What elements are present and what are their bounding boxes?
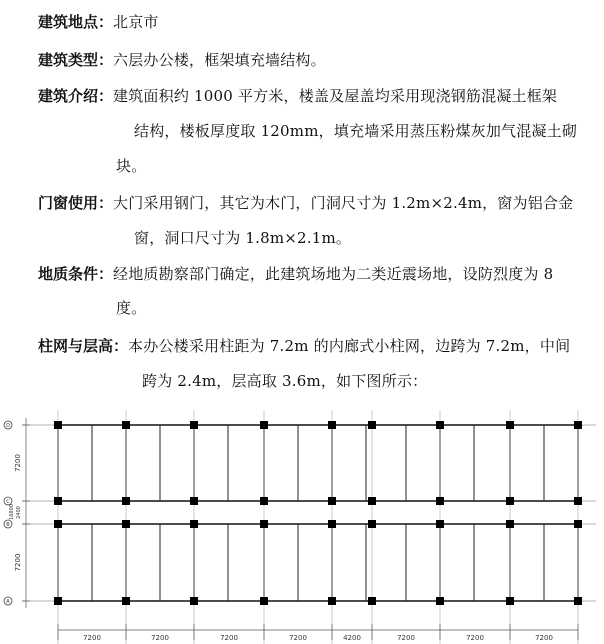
column: [436, 421, 444, 429]
column: [574, 520, 582, 528]
axis-label: B: [6, 522, 10, 528]
left-dim-total: 16800: [9, 504, 15, 520]
axis-label: A: [6, 599, 10, 605]
type-value: 六层办公楼，框架填充墙结构。: [113, 51, 326, 69]
column: [122, 597, 130, 605]
column: [54, 497, 62, 505]
column: [54, 520, 62, 528]
column: [506, 497, 514, 505]
geology-line-2: 度。: [116, 299, 147, 317]
column: [574, 497, 582, 505]
column: [368, 520, 376, 528]
column: [54, 597, 62, 605]
geology-line-1: 经地质勘察部门确定，此建筑场地为二类近震场地，设防烈度为 8: [113, 265, 554, 283]
column: [436, 520, 444, 528]
left-dim-label: 2400: [16, 506, 22, 519]
axis-label: D: [6, 423, 10, 429]
column: [122, 520, 130, 528]
grid-line-1: 本办公楼采用柱距为 7.2m 的内廊式小柱网，边跨为 7.2m，中间: [128, 337, 571, 355]
grid-label: 柱网与层高：: [38, 337, 129, 355]
site-label: 建筑地点：: [38, 13, 114, 31]
column: [328, 497, 336, 505]
intro-line-1: 建筑面积约 1000 平方米，楼盖及屋盖均采用现浇钢筋混凝土框架: [113, 87, 558, 105]
doors-line-2: 窗，洞口尺寸为 1.8m×2.1m。: [134, 229, 352, 247]
bottom-dim-label: 7200: [289, 634, 307, 642]
column: [368, 421, 376, 429]
column: [328, 597, 336, 605]
column: [328, 421, 336, 429]
bottom-dim-label: 7200: [83, 634, 101, 642]
site-value: 北京市: [113, 13, 159, 31]
column: [436, 597, 444, 605]
bottom-dim-label: 7200: [220, 634, 238, 642]
bottom-dim-label: 7200: [151, 634, 169, 642]
doors-line-1: 大门采用钢门，其它为木门，门洞尺寸为 1.2m×2.4m，窗为铝合金: [113, 194, 574, 212]
bottom-dim-label: 7200: [397, 634, 415, 642]
column: [190, 597, 198, 605]
column: [54, 421, 62, 429]
column: [328, 520, 336, 528]
left-dim-label: 7200: [14, 454, 22, 472]
column: [436, 497, 444, 505]
column: [574, 421, 582, 429]
intro-label: 建筑介绍：: [38, 87, 114, 105]
column: [506, 520, 514, 528]
column: [190, 520, 198, 528]
column: [190, 497, 198, 505]
bottom-dim-label: 7200: [466, 634, 484, 642]
column: [260, 520, 268, 528]
bottom-dim-label: 7200: [535, 634, 553, 642]
column: [260, 421, 268, 429]
column: [122, 497, 130, 505]
doors-label: 门窗使用：: [38, 194, 114, 212]
grid-line-2: 跨为 2.4m，层高取 3.6m，如下图所示：: [142, 372, 428, 390]
column: [368, 497, 376, 505]
intro-line-2: 结构，楼板厚度取 120mm，填充墙采用蒸压粉煤灰加气混凝土砌: [134, 122, 578, 140]
type-label: 建筑类型：: [38, 51, 114, 69]
bottom-dim-label: 4200: [343, 634, 361, 642]
column: [506, 597, 514, 605]
intro-line-3: 块。: [116, 157, 147, 175]
column: [368, 597, 376, 605]
column: [260, 497, 268, 505]
column: [122, 421, 130, 429]
column: [260, 597, 268, 605]
axis-label: C: [6, 499, 10, 505]
geology-label: 地质条件：: [38, 265, 114, 283]
column: [574, 597, 582, 605]
column: [190, 421, 198, 429]
column: [506, 421, 514, 429]
left-dim-label: 7200: [14, 553, 22, 572]
